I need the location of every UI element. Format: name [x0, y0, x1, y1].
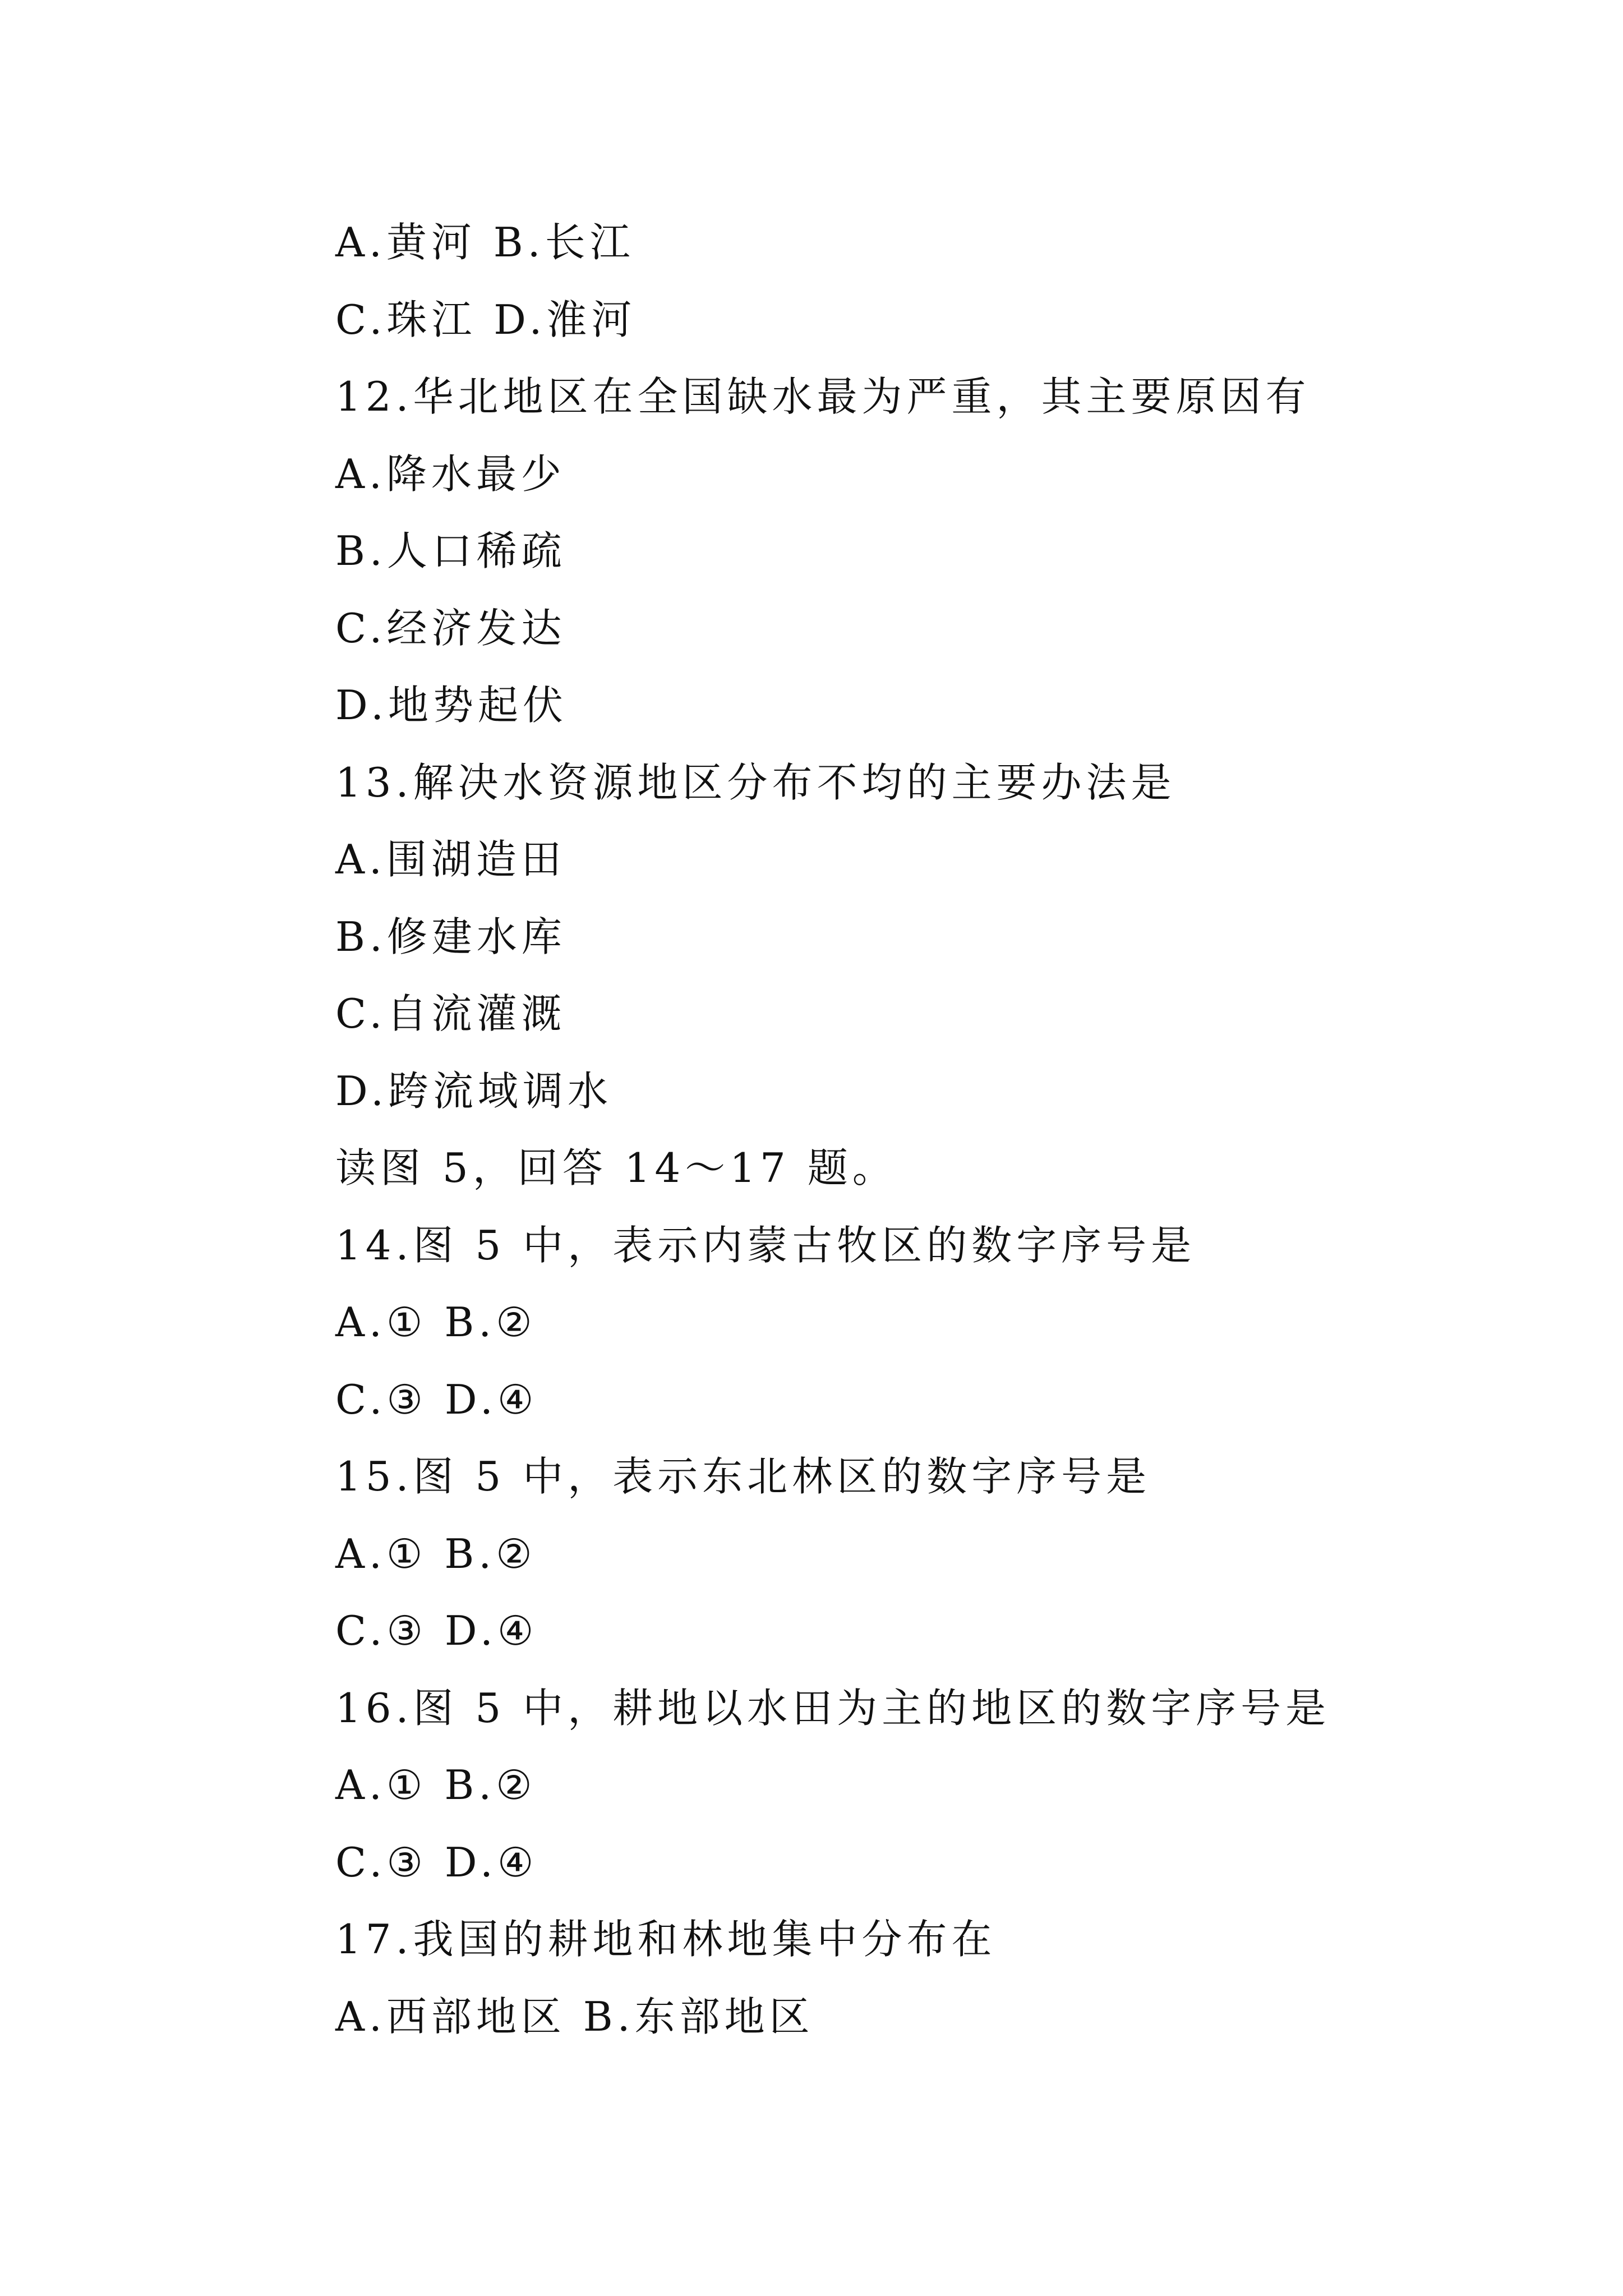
- question-13: 13.解决水资源地区分布不均的主要办法是: [335, 758, 1176, 806]
- question-text-block: [335, 214, 1541, 2065]
- question-12: 12.华北地区在全国缺水最为严重，其主要原因有: [335, 373, 1311, 420]
- option-line: A.黄河 B.长江: [335, 219, 635, 266]
- option-line: D.跨流域调水: [335, 1067, 613, 1115]
- option-line: A.降水最少: [335, 450, 566, 498]
- question-17: 17.我国的耕地和林地集中分布在: [335, 1916, 997, 1963]
- option-line: C.自流灌溉: [335, 990, 566, 1037]
- option-line: A.围湖造田: [335, 836, 566, 883]
- option-line: A.① B.②: [335, 1530, 537, 1577]
- option-line: A.① B.②: [335, 1299, 537, 1346]
- option-line: C.经济发达: [335, 604, 566, 652]
- option-line: C.③ D.④: [335, 1607, 538, 1654]
- question-15: 15.图 5 中，表示东北林区的数字序号是: [335, 1453, 1151, 1500]
- option-line: B.人口稀疏: [335, 527, 566, 574]
- instruction-line: 读图 5，回答 14～17 题。: [335, 1144, 897, 1191]
- option-line: C.③ D.④: [335, 1375, 538, 1423]
- question-14: 14.图 5 中，表示内蒙古牧区的数字序号是: [335, 1221, 1196, 1269]
- option-line: B.修建水库: [335, 913, 566, 960]
- option-line: A.西部地区 B.东部地区: [335, 1993, 814, 2040]
- option-line: C.③ D.④: [335, 1838, 538, 1886]
- option-line: A.① B.②: [335, 1761, 537, 1809]
- question-16: 16.图 5 中，耕地以水田为主的地区的数字序号是: [335, 1684, 1331, 1732]
- option-line: C.珠江 D.淮河: [335, 296, 637, 343]
- option-line: D.地势起伏: [335, 682, 568, 729]
